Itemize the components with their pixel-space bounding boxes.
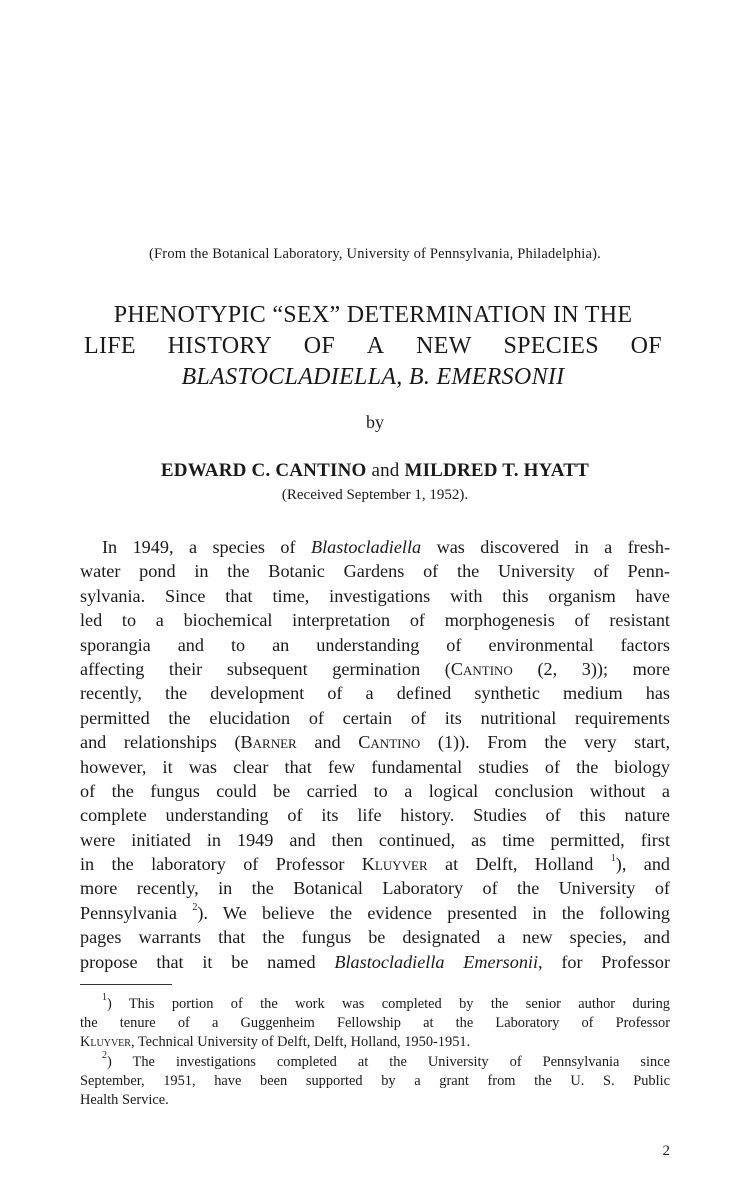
text-line: propose that it be named Blastocladiella Emersonii, for Professor xyxy=(80,951,671,972)
text-line: Pennsylvania $^2$). We believe the evidence presented in the following xyxy=(80,901,670,923)
author-2: MILDRED T. HYATT xyxy=(404,460,590,481)
author-line xyxy=(0,460,750,482)
affiliation-line: (From the Botanical Laboratory, University of Pennsylvania, Philadelphia). xyxy=(149,246,601,262)
text-line: more recently, in the Botanical Laboratory of the University of xyxy=(80,878,670,899)
text-line: sporangia and to an understanding of environmental factors xyxy=(80,634,670,655)
footnote-ref: 1 xyxy=(610,853,616,865)
title-line-3: BLASTOCLADIELLA, B. EMERSONII xyxy=(181,364,565,390)
received-date: (Received September 1, 1952). xyxy=(281,487,469,503)
title-word: LIFE xyxy=(84,333,136,359)
footnote-line: the tenure of a Guggenheim Fellowship at the Laboratory of Professor xyxy=(80,1015,670,1032)
footnotes xyxy=(80,992,670,1110)
title-word: HISTORY xyxy=(167,333,272,359)
text-line: led to a biochemical interpretation of morphogenesis of resistant xyxy=(80,610,670,631)
title-word: OF xyxy=(630,333,662,359)
author-conjunction: and xyxy=(371,460,400,481)
footnote-line: Kluyver, Technical University of Delft, Delft, Holland, 1950-1951. xyxy=(80,1034,471,1051)
footnote-ref: 2 xyxy=(192,901,198,913)
footnote-line: $^1$) This portion of the work was completed by the senior author during xyxy=(102,992,670,1012)
author-1: EDWARD C. CANTINO xyxy=(160,460,367,481)
footnote-line: Health Service. xyxy=(80,1091,169,1108)
title-line-2 xyxy=(84,331,662,362)
text-line: and relationships (Barner and Cantino (1)). From the very start, xyxy=(80,732,671,753)
title-line-1: PHENOTYPIC “SEX” DETERMINATION IN THE xyxy=(113,302,633,328)
title-word: SPECIES xyxy=(503,333,599,359)
text-line: recently, the development of a defined synthetic medium has xyxy=(80,683,670,704)
text-line: complete understanding of its life history. Studies of this nature xyxy=(80,805,670,826)
footnote-divider xyxy=(80,984,172,985)
text-line: sylvania. Since that time, investigations with this organism have xyxy=(80,585,670,606)
footnote-line: $^2$) The investigations completed at the University of Pennsylvania since xyxy=(102,1049,670,1070)
text-line: were initiated in 1949 and then continued, as time permitted, first xyxy=(80,829,670,850)
text-line: in the laboratory of Professor Kluyver at Delft, Holland $^1$), and xyxy=(80,853,671,875)
text-line: affecting their subsequent germination (Cantino (2, 3)); more xyxy=(80,658,671,679)
title-word: NEW xyxy=(416,333,472,359)
text-line: of the fungus could be carried to a logical conclusion without a xyxy=(80,780,670,801)
footnote-line: September, 1951, have been supported by a grant from the U. S. Public xyxy=(80,1072,670,1089)
text-line: however, it was clear that few fundamental studies of the biology xyxy=(80,756,670,777)
text-line: permitted the elucidation of certain of its nutritional requirements xyxy=(80,707,670,728)
body-paragraph xyxy=(80,535,670,974)
text-line: water pond in the Botanic Gardens of the University of Penn- xyxy=(80,561,670,582)
byline-by: by xyxy=(366,412,384,432)
text-line: In 1949, a species of Blastocladiella was discovered in a fresh- xyxy=(102,537,670,557)
title-word: A xyxy=(366,333,385,359)
page-number: 2 xyxy=(662,1143,670,1159)
article-title xyxy=(84,300,662,393)
title-word: OF xyxy=(303,333,336,359)
text-line: pages warrants that the fungus be designated a new species, and xyxy=(80,927,670,948)
